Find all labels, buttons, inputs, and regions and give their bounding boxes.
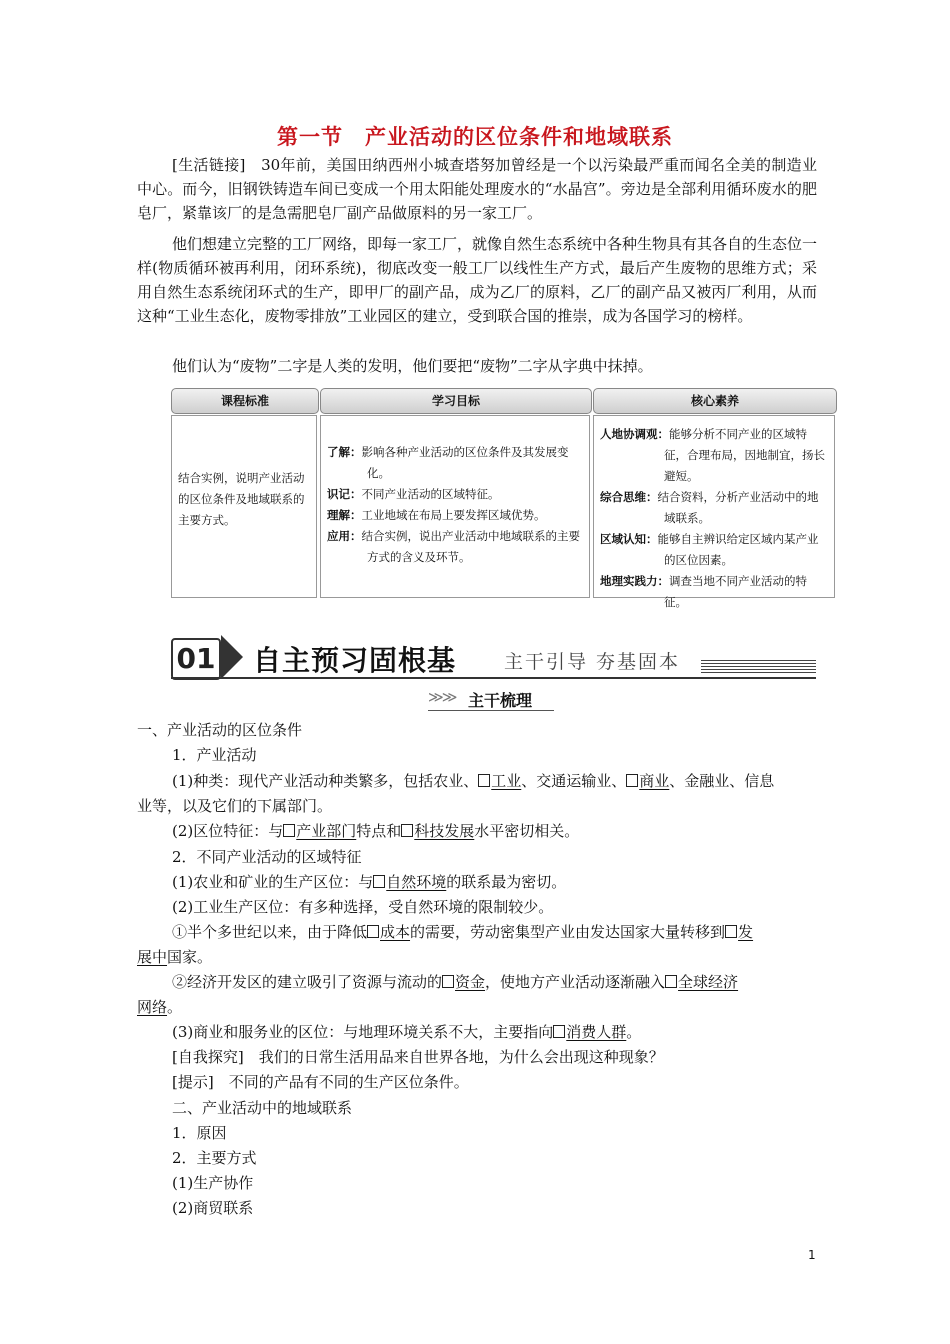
line-hint: [提示] 不同的产品有不同的生产区位条件。 xyxy=(172,1073,469,1091)
answer-blank: 消费人群 xyxy=(566,1023,627,1041)
text: (2)区位特征：与 xyxy=(172,822,284,840)
answer-blank: 网络 xyxy=(137,998,168,1016)
item-methods: 2．主要方式 xyxy=(172,1149,257,1167)
goal-item xyxy=(327,505,583,526)
banner-stripes xyxy=(701,660,816,674)
goal-text: 工业地域在布局上要发挥区域优势。 xyxy=(361,508,546,522)
table-cell-literacy xyxy=(593,415,835,609)
text: 。 xyxy=(626,1023,642,1041)
blank-box-icon xyxy=(442,975,454,988)
text: 特点和 xyxy=(356,822,402,840)
text: ②经济开发区的建立吸引了资源与流动的 xyxy=(172,973,443,991)
blank-box-icon xyxy=(626,774,638,787)
intro-text-1: [生活链接] 30年前，美国田纳西州小城查塔努加曾经是一个以污染最严重而闻名全美的制造业中心。而今，旧钢铁铸造车间已变成一个用太阳能处理废水的“水晶宫”。旁边是全部利用循环废水的肥皂厂，紧靠该厂的是急需肥皂厂副产品做原料的另一家工厂。 xyxy=(137,156,817,222)
line-transfer-cont xyxy=(137,946,212,967)
blank-box-icon xyxy=(367,925,379,938)
line-types xyxy=(172,770,774,791)
text: 的需要，劳动密集型产业由发达国家大量转移到 xyxy=(410,923,726,941)
intro-text-3: 他们认为“废物”二字是人类的发明，他们要把“废物”二字从字典中抹掉。 xyxy=(172,357,653,375)
section-1-heading: 一、产业活动的区位条件 xyxy=(137,721,303,739)
banner-underline xyxy=(171,677,816,679)
answer-blank: 全球经济 xyxy=(678,973,739,991)
line-agri xyxy=(172,871,566,892)
section-banner xyxy=(171,635,816,681)
text: 、金融业、信息 xyxy=(669,772,775,790)
literacy-item xyxy=(600,487,828,529)
item-1-heading: 1．产业活动 xyxy=(172,746,257,764)
text: (3)商业和服务业的区位：与地理环境关系不大，主要指向 xyxy=(172,1023,554,1041)
table-header-literacy: 核心素养 xyxy=(593,388,837,414)
line-transfer xyxy=(172,921,753,942)
answer-blank: 科技发展 xyxy=(414,822,475,840)
table-cell-standard xyxy=(171,415,317,598)
goal-item xyxy=(327,484,583,505)
line-location xyxy=(172,820,579,841)
table-header-goals: 学习目标 xyxy=(320,388,592,414)
blank-box-icon xyxy=(553,1025,565,1038)
banner-wedge-icon xyxy=(221,635,243,679)
subsection-underline xyxy=(428,710,554,711)
goal-label: 了解： xyxy=(327,445,362,459)
answer-blank: 展中 xyxy=(137,948,168,966)
answer-blank: 自然环境 xyxy=(386,873,447,891)
blank-box-icon xyxy=(373,875,385,888)
literacy-item xyxy=(600,529,828,571)
standard-text: 结合实例，说明产业活动的区位条件及地域联系的主要方式。 xyxy=(178,471,305,527)
page-title: 第一节 产业活动的区位条件和地域联系 xyxy=(277,125,673,149)
answer-blank: 工业 xyxy=(491,772,522,790)
banner-subtitle: 主干引导 夯基固本 xyxy=(504,651,681,673)
table-cell-goals xyxy=(320,415,590,598)
item-reason: 1．原因 xyxy=(172,1124,227,1142)
line-zone xyxy=(172,971,738,992)
line-zone-cont xyxy=(137,996,182,1017)
text: (1)种类：现代产业活动种类繁多，包括农业、 xyxy=(172,772,479,790)
answer-blank: 资金 xyxy=(455,973,486,991)
item-2-heading: 2．不同产业活动的区域特征 xyxy=(172,848,362,866)
text: 国家。 xyxy=(167,948,213,966)
table-header-standard: 课程标准 xyxy=(171,388,319,414)
text: 。 xyxy=(167,998,183,1016)
intro-paragraph-3 xyxy=(137,354,817,378)
double-chevron-icon: ≫≫ xyxy=(428,688,456,706)
blank-box-icon xyxy=(665,975,677,988)
text: 、交通运输业、 xyxy=(521,772,627,790)
literacy-text: 调查当地不同产业活动的特征。 xyxy=(664,574,807,609)
goal-text: 不同产业活动的区域特征。 xyxy=(361,487,500,501)
answer-blank: 成本 xyxy=(380,923,411,941)
literacy-text: 结合资料，分析产业活动中的地域联系。 xyxy=(657,490,819,525)
line-explore: [自我探究] 我们的日常生活用品来自世界各地，为什么会出现这种现象？ xyxy=(172,1048,664,1066)
goal-label: 识记： xyxy=(327,487,362,501)
intro-paragraph-1 xyxy=(137,153,817,225)
literacy-item xyxy=(600,571,828,613)
goal-label: 理解： xyxy=(327,508,362,522)
blank-box-icon xyxy=(283,824,295,837)
banner-number: 01 xyxy=(171,638,221,680)
text: (1)农业和矿业的生产区位：与 xyxy=(172,873,374,891)
blank-box-icon xyxy=(725,925,737,938)
literacy-text: 能够分析不同产业的区域特征，合理布局，因地制宜，扬长避短。 xyxy=(664,427,825,483)
item-trade: (2)商贸联系 xyxy=(172,1199,254,1217)
intro-text-2: 他们想建立完整的工厂网络，即每一家工厂，就像自然生态系统中各种生物具有其各自的生态位一样(物质循环被再利用，闭环系统)，彻底改变一般工厂以线性生产方式，最后产生废物的思维方式；采用自然生态系统闭环式的生产，即甲厂的副产品，成为乙厂的原料，乙厂的副产品又被丙厂利用，从而这种“工业生态化，废物零排放”工业园区的建立，受到联合国的推崇，成为各国学习的榜样。 xyxy=(137,235,818,325)
literacy-text: 能够自主辨识给定区域内某产业的区位因素。 xyxy=(657,532,819,567)
intro-paragraph-2 xyxy=(137,232,817,328)
answer-blank: 发 xyxy=(738,923,754,941)
banner-title: 自主预习固根基 xyxy=(253,644,457,677)
item-cooperation: (1)生产协作 xyxy=(172,1174,254,1192)
text: 水平密切相关。 xyxy=(474,822,580,840)
text: 的联系最为密切。 xyxy=(446,873,567,891)
literacy-label: 综合思维： xyxy=(600,490,658,504)
curriculum-table xyxy=(171,388,835,609)
goal-label: 应用： xyxy=(327,529,362,543)
literacy-label: 地理实践力： xyxy=(600,574,669,588)
page-number: 1 xyxy=(808,1248,816,1262)
blank-box-icon xyxy=(478,774,490,787)
literacy-label: 人地协调观： xyxy=(600,427,669,441)
blank-box-icon xyxy=(401,824,413,837)
answer-blank: 产业部门 xyxy=(296,822,357,840)
literacy-item xyxy=(600,424,828,487)
goal-item xyxy=(327,442,583,484)
subsection-heading xyxy=(428,688,554,712)
literacy-label: 区域认知： xyxy=(600,532,658,546)
goal-item xyxy=(327,526,583,568)
text: ①半个多世纪以来，由于降低 xyxy=(172,923,368,941)
subsection-title: 主干梳理 xyxy=(468,691,533,710)
text: ，使地方产业活动逐渐融入 xyxy=(485,973,666,991)
section-2-heading: 二、产业活动中的地域联系 xyxy=(172,1099,353,1117)
line-types-cont: 业等，以及它们的下属部门。 xyxy=(137,797,333,815)
goal-text: 结合实例，说出产业活动中地域联系的主要方式的含义及环节。 xyxy=(361,529,580,564)
line-commerce xyxy=(172,1021,641,1042)
goal-text: 影响各种产业活动的区位条件及其发展变化。 xyxy=(361,445,569,480)
line-industry: (2)工业生产区位：有多种选择，受自然环境的限制较少。 xyxy=(172,898,554,916)
answer-blank: 商业 xyxy=(639,772,670,790)
